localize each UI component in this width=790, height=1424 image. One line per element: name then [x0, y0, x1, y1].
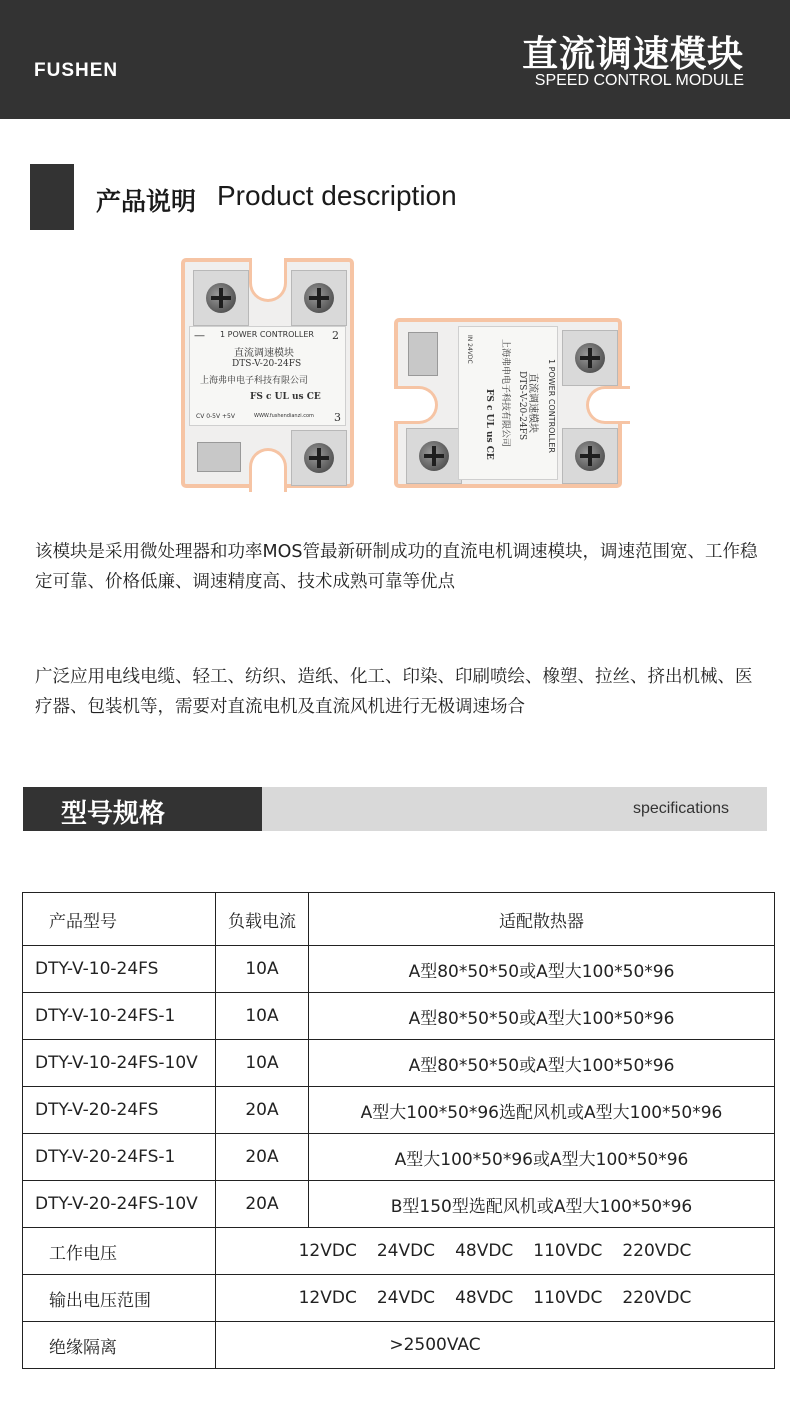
isolation-label: 绝缘隔离 — [23, 1322, 216, 1369]
mounting-notch — [249, 258, 287, 302]
module-in-label: IN 24VDC — [466, 335, 473, 364]
specifications-header-bar — [23, 787, 767, 831]
module-label-top: 1 POWER CONTROLLER — [220, 330, 314, 339]
cell-heatsink: A型80*50*50或A型大100*50*96 — [309, 993, 775, 1040]
section-marker-block — [30, 164, 74, 230]
cell-current: 20A — [216, 1134, 309, 1181]
screw-terminal-icon — [562, 428, 618, 484]
specifications-title-cn: 型号规格 — [61, 799, 166, 829]
cell-heatsink: A型80*50*50或A型大100*50*96 — [309, 946, 775, 993]
module-model: DTS-V-20-24FS — [517, 371, 527, 441]
module-label-top: 1 POWER CONTROLLER — [547, 359, 556, 453]
screw-terminal-icon — [562, 330, 618, 386]
module-cert: FS c UL us CE — [484, 389, 494, 460]
col-header-heatsink: 适配散热器 — [309, 893, 775, 946]
cell-heatsink: B型150型选配风机或A型大100*50*96 — [309, 1181, 775, 1228]
header-title: 直流调速模块 — [521, 34, 744, 75]
product-image-module-side — [394, 318, 622, 488]
module-company: 上海弗申电子科技有限公司 — [500, 339, 510, 448]
cell-heatsink: A型大100*50*96选配风机或A型大100*50*96 — [309, 1087, 775, 1134]
module-name: 直流调速模块 — [234, 348, 294, 359]
header-subtitle: SPEED CONTROL MODULE — [534, 72, 744, 89]
cell-model: DTY-V-10-24FS-10V — [23, 1040, 216, 1087]
table-row — [23, 1040, 775, 1087]
module-cert: FS c UL us CE — [250, 392, 321, 402]
module-label-panel: — 1 POWER CONTROLLER 2 直流调速模块 DTS-V-20-24FS 上海弗申电子科技有限公司 FS c UL us CE CV 0-5V +5V WWW.fushendianzi.com 3 — [189, 326, 346, 426]
cell-model: DTY-V-10-24FS — [23, 946, 216, 993]
mounting-notch — [394, 386, 438, 424]
module-cv-label: CV 0-5V +5V — [196, 413, 235, 420]
module-website: WWW.fushendianzi.com — [254, 413, 314, 419]
cell-current: 10A — [216, 993, 309, 1040]
working-voltage-label: 工作电压 — [23, 1228, 216, 1275]
table-row-isolation — [23, 1322, 775, 1369]
screw-terminal-icon — [193, 270, 249, 326]
output-range-label: 输出电压范围 — [23, 1275, 216, 1322]
section-title-en: Product description — [217, 180, 457, 211]
module-label-panel — [458, 326, 558, 480]
table-row-output-range — [23, 1275, 775, 1322]
cell-heatsink: A型80*50*50或A型大100*50*96 — [309, 1040, 775, 1087]
mounting-notch — [586, 386, 630, 424]
cell-model: DTY-V-20-24FS-1 — [23, 1134, 216, 1181]
cell-model: DTY-V-10-24FS-1 — [23, 993, 216, 1040]
screw-terminal-icon — [291, 270, 347, 326]
cell-current: 10A — [216, 946, 309, 993]
page-header — [0, 0, 790, 119]
cell-heatsink: A型大100*50*96或A型大100*50*96 — [309, 1134, 775, 1181]
specifications-header-dark — [23, 787, 262, 831]
description-paragraph-1: 该模块是采用微处理器和功率MOS管最新研制成功的直流电机调速模块，调速范围宽、工作稳定可靠、价格低廉、调速精度高、技术成熟可靠等优点 — [35, 542, 758, 592]
cell-model: DTY-V-20-24FS — [23, 1087, 216, 1134]
col-header-current: 负载电流 — [216, 893, 309, 946]
table-row — [23, 1181, 775, 1228]
cell-current: 20A — [216, 1087, 309, 1134]
control-connector-icon — [197, 442, 241, 472]
table-row — [23, 1087, 775, 1134]
table-row-working-voltage — [23, 1228, 775, 1275]
col-header-model: 产品型号 — [23, 893, 216, 946]
table-header-row — [23, 893, 775, 946]
product-image-module-front — [181, 258, 354, 488]
mounting-notch — [249, 448, 287, 492]
specifications-title-en: specifications — [632, 800, 729, 817]
cell-current: 20A — [216, 1181, 309, 1228]
description-paragraph-2: 广泛应用电线电缆、轻工、纺织、造纸、化工、印染、印刷喷绘、橡塑、拉丝、挤出机械、医疗器、包装机等，需要对直流电机及直流风机进行无极调速场合 — [35, 667, 753, 717]
cell-current: 10A — [216, 1040, 309, 1087]
working-voltage-values: 12VDC 24VDC 48VDC 110VDC 220VDC — [216, 1228, 775, 1275]
table-row — [23, 993, 775, 1040]
output-range-values: 12VDC 24VDC 48VDC 110VDC 220VDC — [216, 1275, 775, 1322]
table-row — [23, 946, 775, 993]
module-name: 直流调速模块 — [527, 373, 538, 433]
screw-terminal-icon — [406, 428, 462, 484]
specifications-table — [22, 892, 775, 1369]
isolation-value: >2500VAC — [216, 1322, 775, 1369]
module-model: DTS-V-20-24FS — [232, 359, 302, 369]
brand-logo-text: FUSHEN — [34, 60, 119, 81]
section-title-cn: 产品说明 — [96, 187, 197, 216]
cell-model: DTY-V-20-24FS-10V — [23, 1181, 216, 1228]
control-connector-icon — [408, 332, 438, 376]
table-row — [23, 1134, 775, 1181]
screw-terminal-icon — [291, 430, 347, 486]
module-company: 上海弗申电子科技有限公司 — [200, 376, 309, 386]
